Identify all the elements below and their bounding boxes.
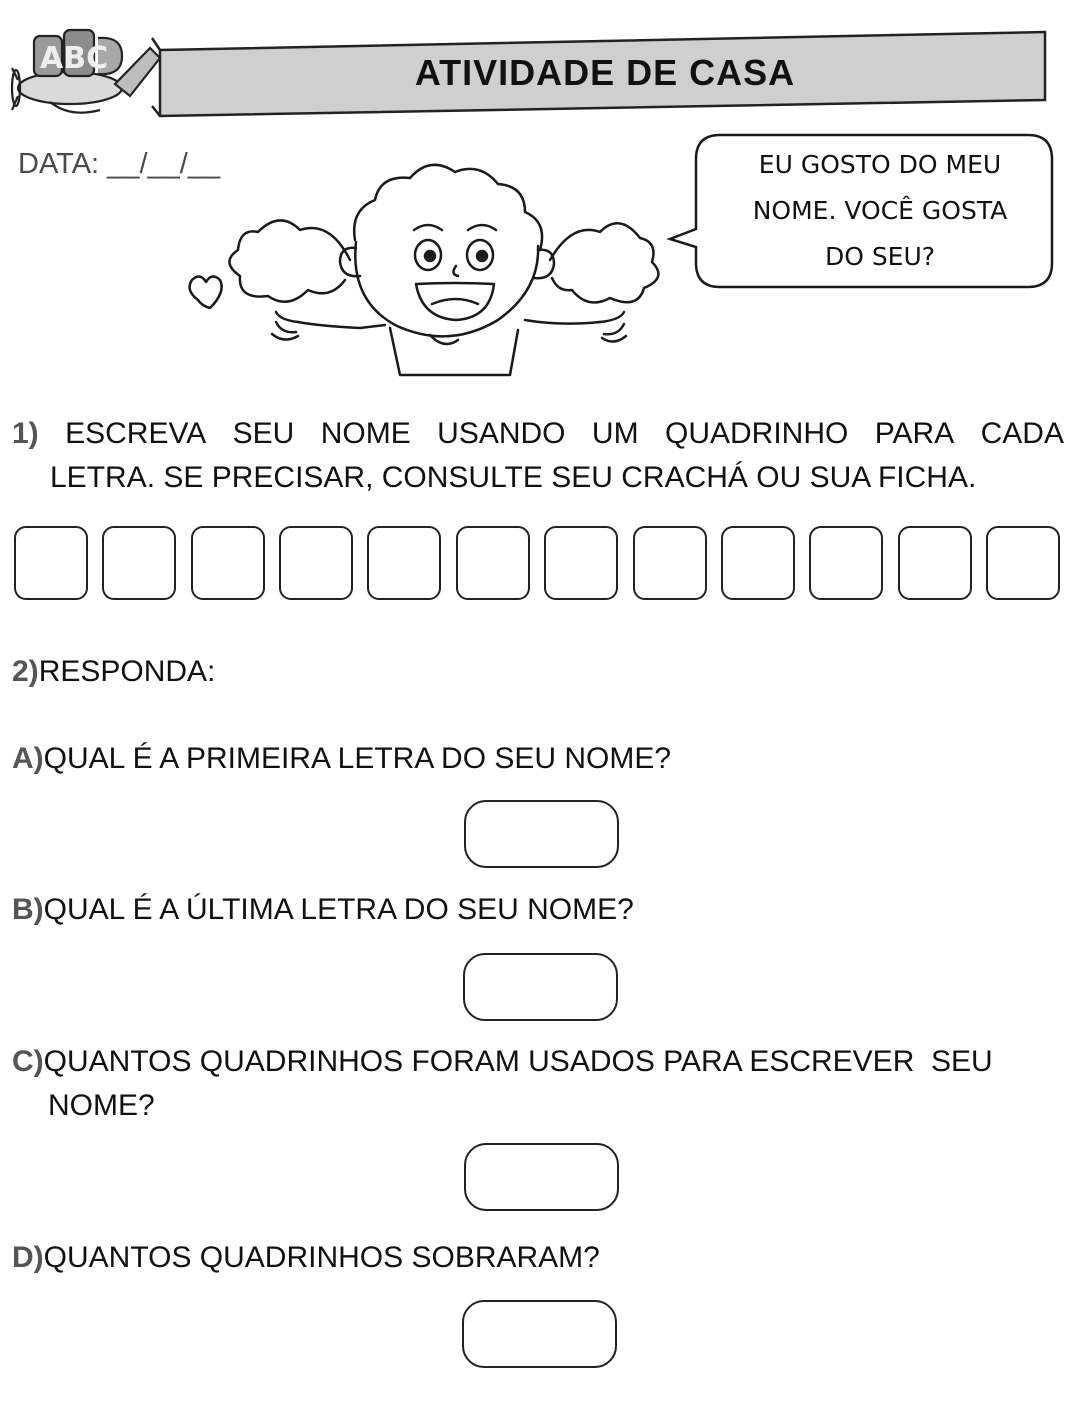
item-a-label: A) [12,742,44,775]
speech-line: NOME. VOCÊ GOSTA [752,196,1008,225]
letter-box[interactable] [456,526,530,600]
item-c-label: C) [12,1045,44,1078]
question-1-word: ESCREVA [65,417,207,450]
letter-box[interactable] [544,526,618,600]
question-2-number: 2) [12,655,39,688]
abc-airplane-logo-icon [10,18,160,123]
date-year-blank[interactable]: __ [187,148,221,180]
name-letter-boxes [14,526,1060,606]
question-2-text: RESPONDA: [38,655,216,688]
date-month-blank[interactable]: __ [147,148,180,180]
item-b [12,888,634,932]
question-1-word: CADA [980,417,1064,450]
question-1-line-2: LETRA. SE PRECISAR, CONSULTE SEU CRACHÁ OU SUA FICHA. [50,461,977,494]
item-d-text: QUANTOS QUADRINHOS SOBRARAM? [43,1241,600,1274]
question-1-word: UM [591,417,639,450]
letter-box[interactable] [721,526,795,600]
letter-box[interactable] [102,526,176,600]
question-1-word: NOME [320,417,411,450]
answer-box-a[interactable] [464,800,619,868]
question-1 [12,412,1064,500]
date-separator: / [179,148,188,180]
item-c-line-2: NOME? [48,1089,155,1122]
answer-box-c[interactable] [464,1143,619,1211]
question-1-word: SEU [232,417,295,450]
item-a-text: QUAL É A PRIMEIRA LETRA DO SEU NOME? [43,742,672,775]
page-title: ATIVIDADE DE CASA [414,52,796,93]
letter-box[interactable] [986,526,1060,600]
question-1-word: USANDO [437,417,566,450]
item-b-text: QUAL É A ÚLTIMA LETRA DO SEU NOME? [43,893,634,926]
girl-illustration-icon [180,150,660,380]
answer-box-b[interactable] [463,953,618,1021]
date-separator: / [139,148,148,180]
item-d [12,1236,600,1280]
item-c [12,1040,1064,1128]
question-1-word: PARA [874,417,955,450]
letter-box[interactable] [633,526,707,600]
question-2 [12,650,215,694]
letter-box[interactable] [279,526,353,600]
item-c-line-1 [12,1040,1064,1084]
question-1-line-1 [12,412,1064,456]
letter-box[interactable] [898,526,972,600]
item-b-label: B) [12,893,44,926]
item-d-label: D) [12,1241,44,1274]
svg-text:ABC: ABC [40,41,109,76]
speech-line: EU GOSTO DO MEU [758,150,1002,179]
question-1-word: QUADRINHO [664,417,849,450]
letter-box[interactable] [367,526,441,600]
letter-box[interactable] [191,526,265,600]
speech-line: DO SEU? [824,242,936,271]
answer-box-d[interactable] [462,1300,617,1368]
speech-bubble-text [720,142,1040,280]
question-1-number: 1) [12,417,39,450]
letter-box[interactable] [14,526,88,600]
date-day-blank[interactable]: __ [107,148,140,180]
date-label: DATA: [18,148,100,180]
item-a [12,737,671,781]
letter-box[interactable] [809,526,883,600]
item-c-text: QUANTOS QUADRINHOS FORAM USADOS PARA ESCREVER SEU [43,1045,993,1078]
